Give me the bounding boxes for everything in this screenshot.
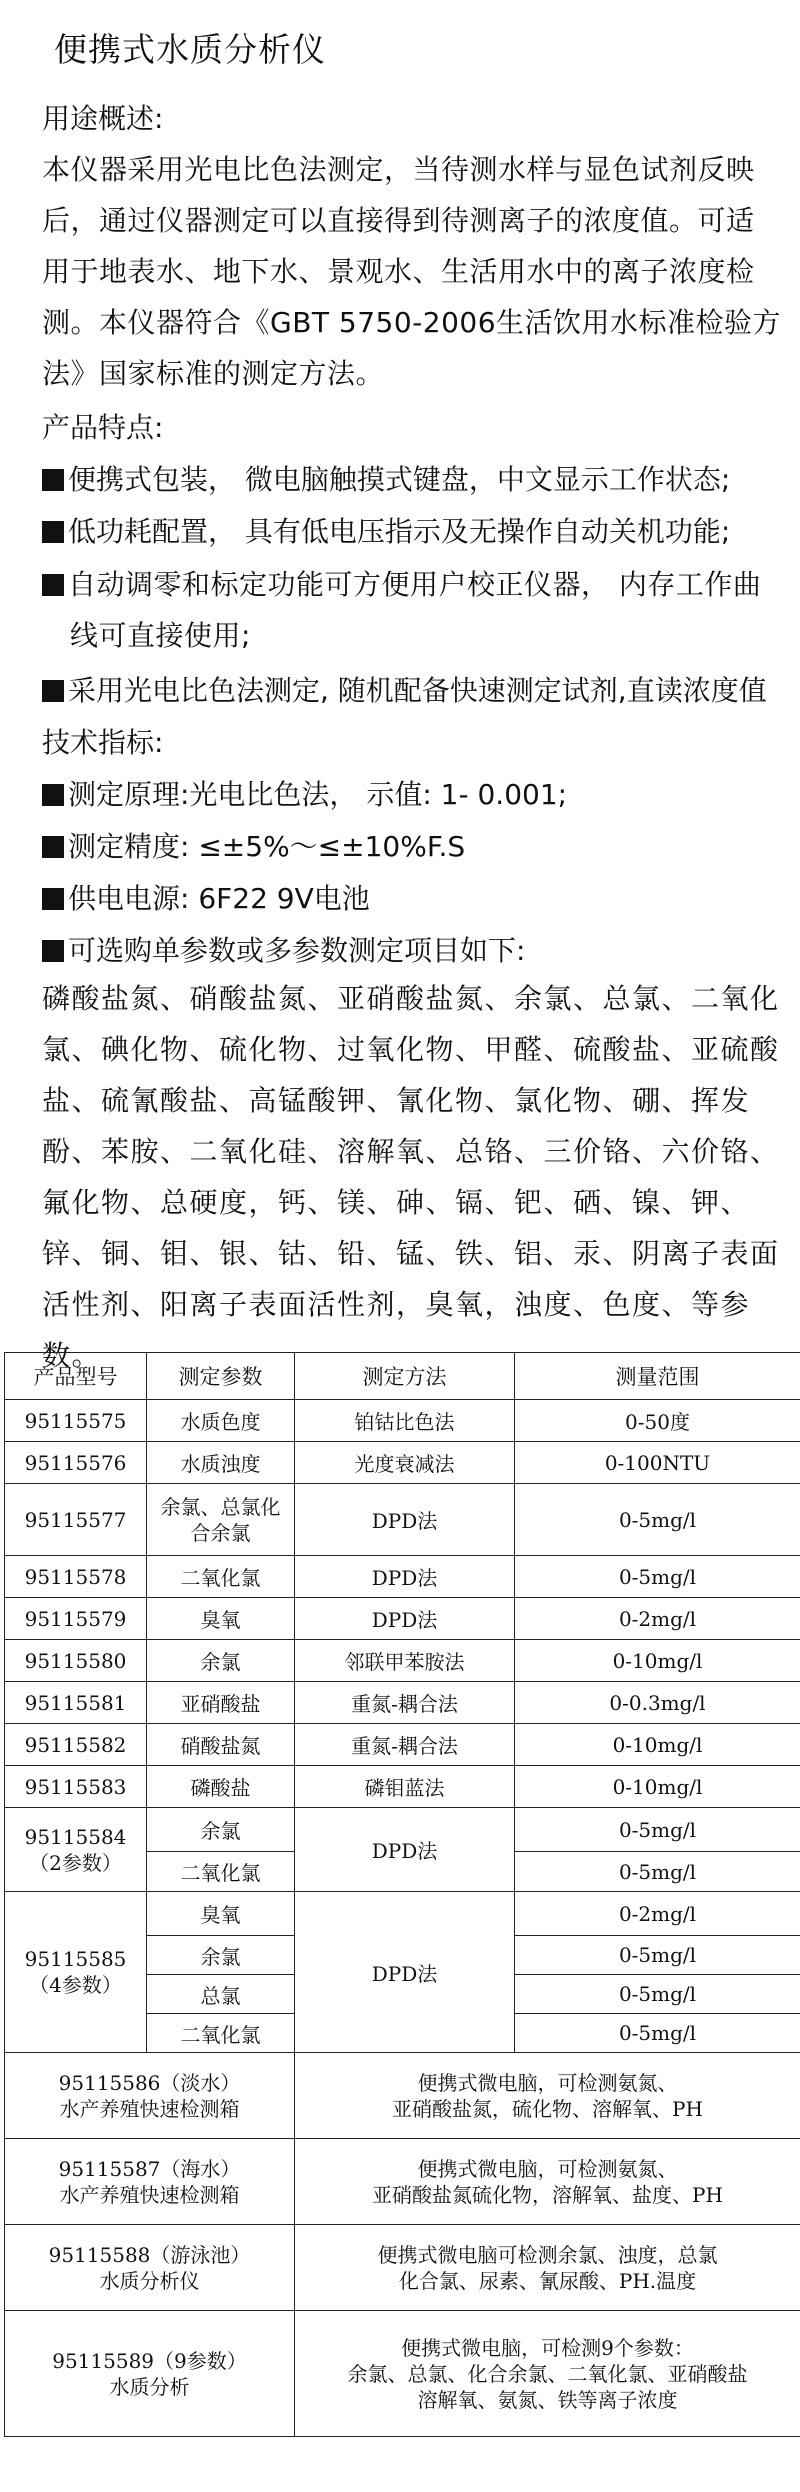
cell-kit-model: 95115587（海水） 水产养殖快速检测箱 [5, 2139, 295, 2225]
table-row [5, 1892, 800, 1936]
cell-param: 二氧化氯 [147, 2014, 295, 2053]
cell-range: 0-5mg/l [515, 1936, 800, 1975]
cell-kit-desc: 便携式微电脑，可检测9个参数： 余氯、总氯、化合余氯、二氧化氯、亚硝酸盐 溶解氧、氨氮、铁等离子浓度 [295, 2311, 800, 2437]
cell-kit-desc: 便携式微电脑，可检测氨氮、 亚硝酸盐氮硫化物，溶解氧、盐度、PH [295, 2139, 800, 2225]
cell-model: 95115575 [5, 1400, 147, 1442]
feature-item-1: 便携式包装， 微电脑触摸式键盘，中文显示工作状态; [42, 463, 730, 497]
feature-item-3: 自动调零和标定功能可方便用户校正仪器， 内存工作曲线可直接使用; [42, 559, 786, 661]
cell-method: DPD法 [295, 1484, 515, 1556]
spec-item-2: 测定精度: ≤±5%～≤±10%F.S [42, 830, 465, 864]
cell-param: 臭氧 [147, 1598, 295, 1640]
cell-param: 磷酸盐 [147, 1766, 295, 1808]
cell-param: 二氧化氯 [147, 1852, 295, 1892]
cell-param: 硝酸盐氮 [147, 1724, 295, 1766]
cell-range: 0-0.3mg/l [515, 1682, 800, 1724]
cell-param: 余氯 [147, 1936, 295, 1975]
table-header-row [5, 1353, 800, 1400]
cell-range: 0-10mg/l [515, 1640, 800, 1682]
cell-range: 0-5mg/l [515, 1556, 800, 1598]
bullet-square-icon [42, 521, 64, 543]
cell-kit-model: 95115586（淡水） 水产养殖快速检测箱 [5, 2053, 295, 2139]
cell-method: DPD法 [295, 1598, 515, 1640]
param-list: 磷酸盐氮、硝酸盐氮、亚硝酸盐氮、余氯、总氯、二氧化氯、碘化物、硫化物、过氧化物、甲醛、硫酸盐、亚硫酸盐、硫氰酸盐、高锰酸钾、氰化物、氯化物、硼、挥发酚、苯胺、二氧化硅、溶解氧、总铬、三价铬、六价铬、氟化物、总硬度，钙、镁、砷、镉、钯、硒、镍、钾、锌、铜、钼、银、钴、铅、锰、铁、铝、汞、阴离子表面活性剂、阳离子表面活性剂，臭氧，浊度、色度、等参数。 [42, 982, 780, 1372]
bullet-square-icon [42, 680, 64, 702]
cell-method: 邻联甲苯胺法 [295, 1640, 515, 1682]
cell-param: 亚硝酸盐 [147, 1682, 295, 1724]
cell-kit-model: 95115589（9参数） 水质分析 [5, 2311, 295, 2437]
table-row [5, 1808, 800, 1852]
cell-method: DPD法 [295, 1808, 515, 1892]
spec-item-4: 可选购单参数或多参数测定项目如下: [42, 934, 525, 968]
cell-range: 0-5mg/l [515, 1975, 800, 2014]
usage-heading: 用途概述: [42, 102, 164, 135]
cell-range: 0-2mg/l [515, 1598, 800, 1640]
cell-kit-model: 95115588（游泳池） 水质分析仪 [5, 2225, 295, 2311]
table-row [5, 1640, 800, 1682]
bullet-square-icon [42, 888, 64, 910]
cell-param: 余氯 [147, 1808, 295, 1852]
cell-range: 0-5mg/l [515, 1484, 800, 1556]
cell-param: 总氯 [147, 1975, 295, 2014]
bullet-square-icon [42, 836, 64, 858]
cell-param: 水质浊度 [147, 1442, 295, 1484]
cell-range: 0-5mg/l [515, 1808, 800, 1852]
table-row [5, 1556, 800, 1598]
table-row [5, 1400, 800, 1442]
table-row [5, 1724, 800, 1766]
bullet-square-icon [42, 469, 64, 491]
cell-model-group4: 95115585 （4参数） [5, 1892, 147, 2053]
table-row [5, 1682, 800, 1724]
cell-range: 0-2mg/l [515, 1892, 800, 1936]
cell-param: 余氯 [147, 1640, 295, 1682]
table-row [5, 2139, 800, 2225]
header-param: 测定参数 [147, 1353, 295, 1400]
cell-range: 0-10mg/l [515, 1766, 800, 1808]
spec-item-1: 测定原理:光电比色法， 示值: 1- 0.001; [42, 778, 567, 812]
cell-model: 95115579 [5, 1598, 147, 1640]
bullet-square-icon [42, 940, 64, 962]
spec-item-3: 供电电源: 6F22 9V电池 [42, 882, 370, 916]
cell-range: 0-50度 [515, 1400, 800, 1442]
cell-range: 0-5mg/l [515, 1852, 800, 1892]
cell-model: 95115583 [5, 1766, 147, 1808]
spec-heading: 技术指标: [42, 726, 164, 759]
cell-param: 余氯、总氯化合余氯 [147, 1484, 295, 1556]
table-row [5, 1766, 800, 1808]
cell-method: DPD法 [295, 1892, 515, 2053]
table-row [5, 2311, 800, 2437]
table-row [5, 1442, 800, 1484]
cell-method: 磷钼蓝法 [295, 1766, 515, 1808]
cell-model: 95115577 [5, 1484, 147, 1556]
cell-param: 水质色度 [147, 1400, 295, 1442]
cell-method: 铂钴比色法 [295, 1400, 515, 1442]
cell-model: 95115578 [5, 1556, 147, 1598]
features-heading: 产品特点: [42, 411, 164, 444]
cell-kit-desc: 便携式微电脑可检测余氯、浊度，总氯 化合氯、尿素、氰尿酸、PH.温度 [295, 2225, 800, 2311]
cell-model: 95115576 [5, 1442, 147, 1484]
cell-method: 重氮-耦合法 [295, 1682, 515, 1724]
cell-kit-desc: 便携式微电脑，可检测氨氮、 亚硝酸盐氮，硫化物、溶解氧、PH [295, 2053, 800, 2139]
product-table [4, 1352, 800, 2437]
header-model: 产品型号 [5, 1353, 147, 1400]
cell-model: 95115581 [5, 1682, 147, 1724]
header-method: 测定方法 [295, 1353, 515, 1400]
cell-method: 光度衰减法 [295, 1442, 515, 1484]
table-row [5, 2225, 800, 2311]
table-row [5, 1598, 800, 1640]
feature-item-4: 采用光电比色法测定, 随机配备快速测定试剂,直读浓度值 [42, 674, 767, 708]
cell-method: 重氮-耦合法 [295, 1724, 515, 1766]
cell-model: 95115582 [5, 1724, 147, 1766]
usage-text: 本仪器采用光电比色法测定，当待测水样与显色试剂反映后，通过仪器测定可以直接得到待测离子的浓度值。可适用于地表水、地下水、景观水、生活用水中的离子浓度检测。本仪器符合《GBT 5750-2006生活饮用水标准检验方法》国家标准的测定方法。 [42, 153, 782, 390]
header-range: 测量范围 [515, 1353, 800, 1400]
cell-range: 0-100NTU [515, 1442, 800, 1484]
cell-model-group2: 95115584 （2参数） [5, 1808, 147, 1892]
cell-param: 二氧化氯 [147, 1556, 295, 1598]
page-title: 便携式水质分析仪 [54, 30, 326, 69]
table-row [5, 1484, 800, 1556]
cell-method: DPD法 [295, 1556, 515, 1598]
feature-item-2: 低功耗配置， 具有低电压指示及无操作自动关机功能; [42, 515, 730, 549]
cell-param: 臭氧 [147, 1892, 295, 1936]
table-row [5, 2053, 800, 2139]
cell-model: 95115580 [5, 1640, 147, 1682]
bullet-square-icon [42, 784, 64, 806]
bullet-square-icon [42, 574, 64, 596]
cell-range: 0-5mg/l [515, 2014, 800, 2053]
cell-range: 0-10mg/l [515, 1724, 800, 1766]
